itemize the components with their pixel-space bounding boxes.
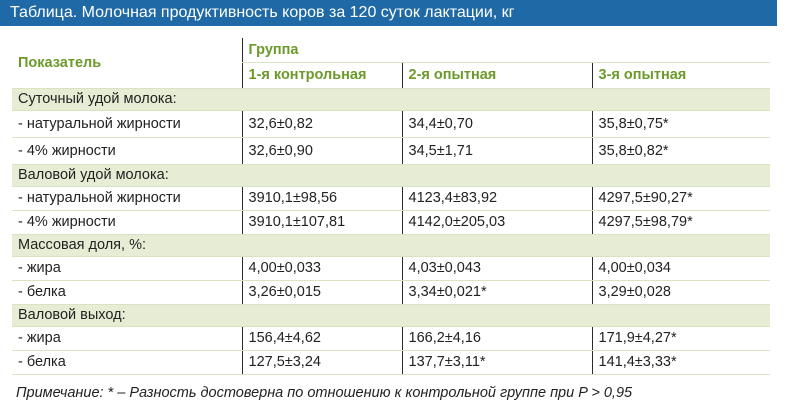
table-row (12, 350, 770, 374)
row-label: - натуральной жирности (12, 110, 242, 137)
cell-group-2: 34,5±1,71 (402, 137, 592, 164)
cell-group-3: 4297,5±90,27* (592, 186, 770, 210)
productivity-table (12, 38, 770, 375)
section-row (12, 234, 770, 256)
section-row (12, 304, 770, 326)
table-row (12, 256, 770, 280)
cell-group-2: 4123,4±83,92 (402, 186, 592, 210)
cell-group-3: 4,00±0,034 (592, 256, 770, 280)
cell-group-1: 3910,1±98,56 (242, 186, 402, 210)
section-row (12, 88, 770, 110)
row-label: - белка (12, 280, 242, 304)
table-row (12, 210, 770, 234)
cell-group-2: 34,4±0,70 (402, 110, 592, 137)
header-group-3: 3-я опытная (592, 62, 770, 88)
section-label: Валовой удой молока: (12, 164, 770, 186)
cell-group-1: 32,6±0,82 (242, 110, 402, 137)
header-indicator: Показатель (12, 38, 242, 88)
cell-group-2: 3,34±0,021* (402, 280, 592, 304)
row-label: - белка (12, 350, 242, 374)
section-label: Валовой выход: (12, 304, 770, 326)
cell-group-2: 4,03±0,043 (402, 256, 592, 280)
cell-group-3: 3,29±0,028 (592, 280, 770, 304)
cell-group-3: 35,8±0,82* (592, 137, 770, 164)
cell-group-2: 137,7±3,11* (402, 350, 592, 374)
section-row (12, 164, 770, 186)
table-row (12, 186, 770, 210)
table-row (12, 137, 770, 164)
cell-group-1: 32,6±0,90 (242, 137, 402, 164)
cell-group-2: 4142,0±205,03 (402, 210, 592, 234)
cell-group-3: 4297,5±98,79* (592, 210, 770, 234)
row-label: - 4% жирности (12, 210, 242, 234)
section-label: Суточный удой молока: (12, 88, 770, 110)
header-group: Группа (242, 38, 770, 62)
cell-group-1: 127,5±3,24 (242, 350, 402, 374)
cell-group-3: 35,8±0,75* (592, 110, 770, 137)
table-row (12, 326, 770, 350)
header-group-1: 1-я контрольная (242, 62, 402, 88)
header-group-2: 2-я опытная (402, 62, 592, 88)
row-label: - натуральной жирности (12, 186, 242, 210)
header-row-group (12, 38, 770, 62)
row-label: - жира (12, 326, 242, 350)
table-title: Таблица. Молочная продуктивность коров за 120 суток лактации, кг (0, 0, 777, 26)
table-row (12, 280, 770, 304)
section-label: Массовая доля, %: (12, 234, 770, 256)
cell-group-2: 166,2±4,16 (402, 326, 592, 350)
cell-group-1: 4,00±0,033 (242, 256, 402, 280)
cell-group-1: 156,4±4,62 (242, 326, 402, 350)
cell-group-1: 3910,1±107,81 (242, 210, 402, 234)
cell-group-3: 171,9±4,27* (592, 326, 770, 350)
cell-group-1: 3,26±0,015 (242, 280, 402, 304)
row-label: - жира (12, 256, 242, 280)
row-label: - 4% жирности (12, 137, 242, 164)
table-row (12, 110, 770, 137)
footnote: Примечание: * – Разность достоверна по отношению к контрольной группе при P > 0,95 (16, 385, 633, 401)
cell-group-3: 141,4±3,33* (592, 350, 770, 374)
